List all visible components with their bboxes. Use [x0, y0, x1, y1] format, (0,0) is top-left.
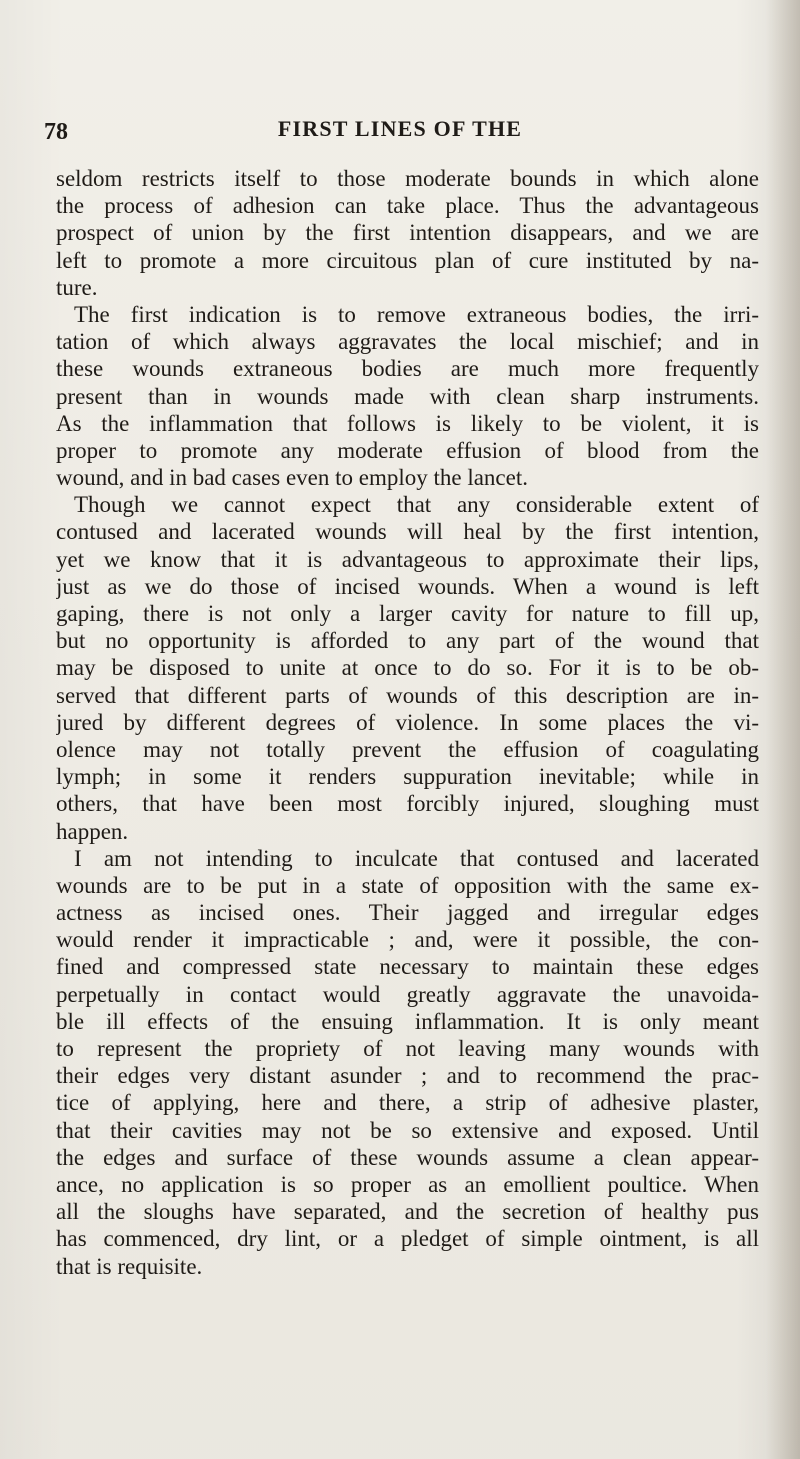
- text-line: seldom restricts itself to those moderate bounds in which alone: [56, 166, 759, 191]
- text-line: that their cavities may not be so extensive and exposed. Until: [56, 1117, 759, 1143]
- text-line: their edges very distant asunder ; and to recommend the prac-: [56, 1063, 759, 1089]
- text-line: prospect of union by the first intention disappears, and we are: [56, 220, 759, 246]
- text-line: The first indication is to remove extraneous bodies, the irri-: [74, 301, 759, 327]
- page-edge-shadow: [766, 0, 800, 1459]
- text-line: happen.: [56, 818, 129, 844]
- text-line: present than in wounds made with clean sharp instruments.: [56, 383, 759, 409]
- text-line: has commenced, dry lint, or a pledget of simple ointment, is all: [56, 1226, 759, 1252]
- page-number: 78: [44, 119, 68, 145]
- text-line: all the sloughs have separated, and the secretion of healthy pus: [56, 1199, 759, 1225]
- body-text: [56, 165, 759, 1280]
- text-line: ture.: [56, 274, 98, 300]
- text-line: wounds are to be put in a state of opposition with the same ex-: [56, 872, 759, 898]
- text-line: to represent the propriety of not leaving many wounds with: [56, 1036, 759, 1061]
- text-line: I am not intending to inculcate that contused and lacerated: [74, 845, 759, 871]
- text-line: jured by different degrees of violence. In some places the vi-: [56, 709, 759, 735]
- text-line: As the inflammation that follows is likely to be violent, it is: [56, 410, 759, 436]
- text-line: ance, no application is so proper as an emollient poultice. When: [56, 1171, 759, 1197]
- text-line: tice of applying, here and there, a strip of adhesive plaster,: [56, 1090, 759, 1116]
- text-line: proper to promote any moderate effusion of blood from the: [56, 437, 759, 463]
- text-line: would render it impracticable ; and, were it possible, the con-: [56, 927, 759, 953]
- text-line: just as we do those of incised wounds. When a wound is left: [56, 573, 759, 599]
- text-line: fined and compressed state necessary to maintain these edges: [56, 954, 759, 980]
- text-line: others, that have been most forcibly injured, sloughing must: [56, 791, 759, 817]
- text-line: may be disposed to unite at once to do so. For it is to be ob-: [56, 655, 759, 681]
- text-line: actness as incised ones. Their jagged and irregular edges: [56, 900, 759, 926]
- text-line: the process of adhesion can take place. Thus the advantageous: [56, 193, 759, 219]
- text-line: that is requisite.: [56, 1253, 203, 1279]
- text-line: left to promote a more circuitous plan of cure instituted by na-: [56, 247, 759, 273]
- text-line: yet we know that it is advantageous to approximate their lips,: [56, 546, 759, 572]
- text-line: wound, and in bad cases even to employ the lancet.: [56, 465, 528, 491]
- text-line: these wounds extraneous bodies are much more frequently: [56, 356, 759, 382]
- text-line: the edges and surface of these wounds assume a clean appear-: [56, 1144, 759, 1170]
- text-line: served that different parts of wounds of this description are in-: [56, 682, 759, 708]
- text-line: tation of which always aggravates the local mischief; and in: [56, 329, 759, 355]
- text-line: olence may not totally prevent the effusion of coagulating: [56, 736, 759, 762]
- text-line: lymph; in some it renders suppuration inevitable; while in: [56, 764, 759, 790]
- text-line: gaping, there is not only a larger cavity for nature to fill up,: [56, 601, 759, 626]
- text-line: Though we cannot expect that any considerable extent of: [74, 492, 759, 518]
- text-line: perpetually in contact would greatly aggravate the unavoida-: [56, 981, 759, 1007]
- text-line: contused and lacerated wounds will heal by the first intention,: [56, 519, 759, 545]
- text-line: but no opportunity is afforded to any part of the wound that: [56, 628, 759, 654]
- running-head: FIRST LINES OF THE: [277, 116, 523, 141]
- text-line: ble ill effects of the ensuing inflammation. It is only meant: [56, 1008, 759, 1034]
